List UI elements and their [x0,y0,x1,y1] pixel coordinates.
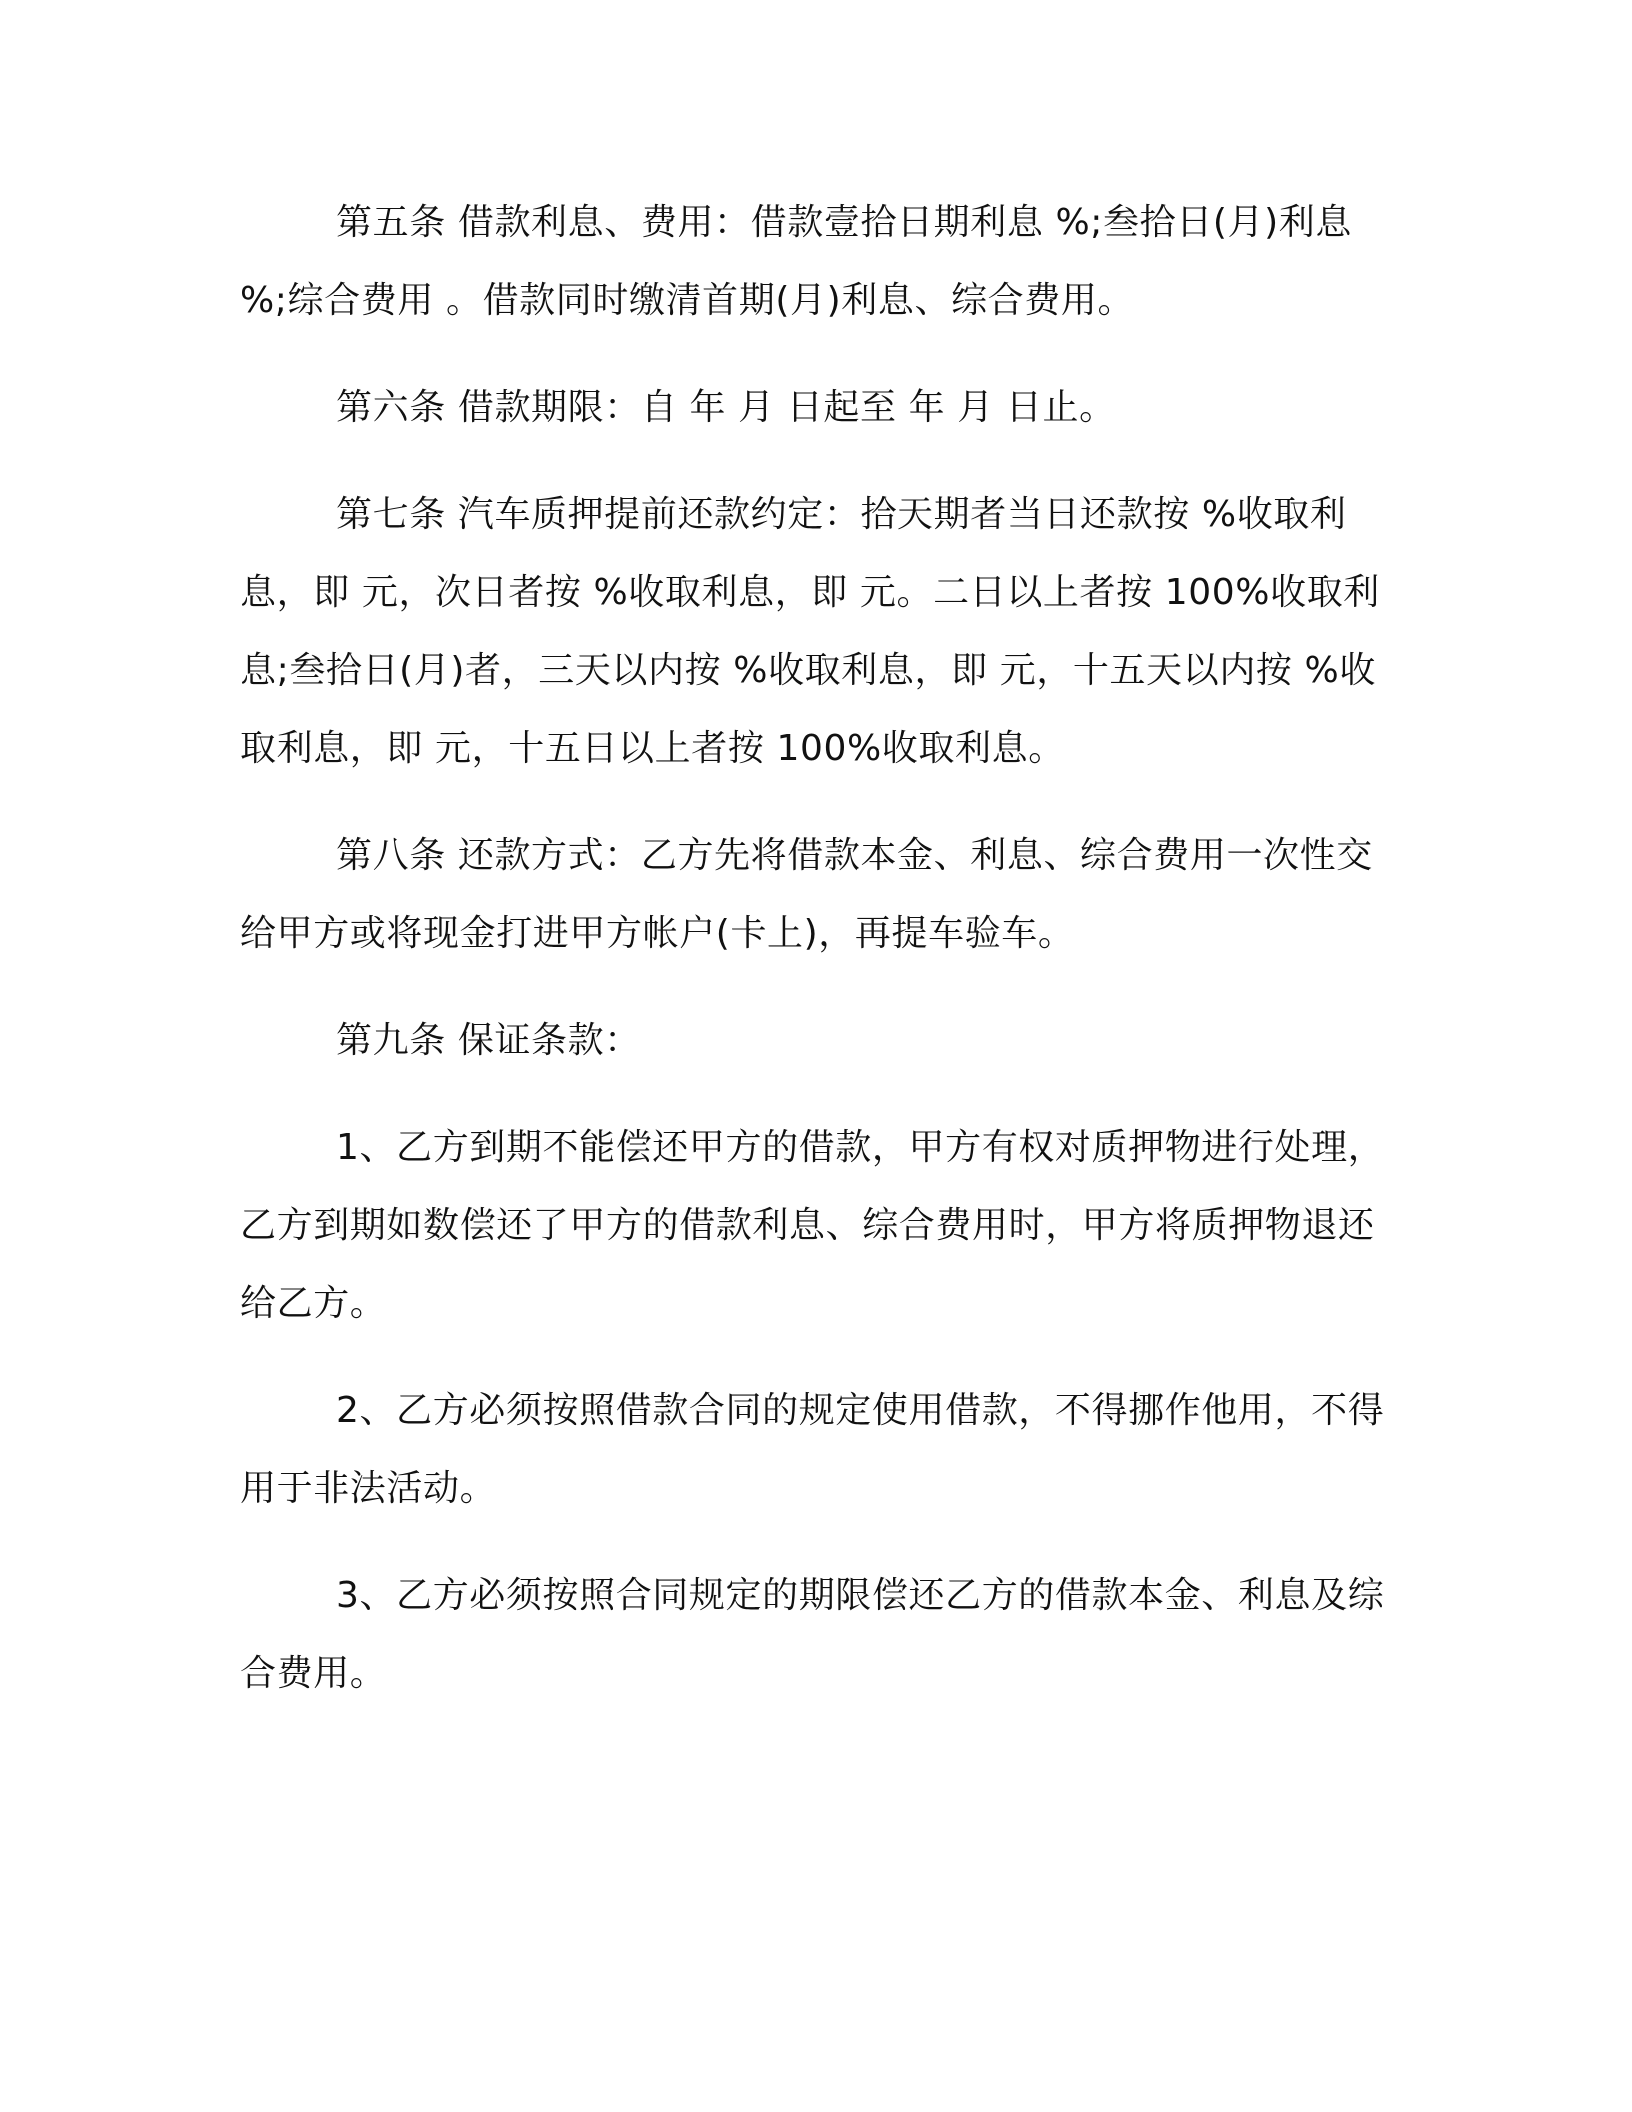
clause-8-repayment-method: 第八条 还款方式：乙方先将借款本金、利息、综合费用一次性交给甲方或将现金打进甲方帐户(卡上)，再提车验车。 [240,835,1373,954]
clause-9-guarantee-heading: 第九条 保证条款： [336,1020,641,1061]
guarantee-item-1: 1、乙方到期不能偿还甲方的借款，甲方有权对质押物进行处理，乙方到期如数偿还了甲方的借款利息、综合费用时，甲方将质押物退还给乙方。 [240,1127,1385,1324]
guarantee-item-2: 2、乙方必须按照借款合同的规定使用借款，不得挪作他用，不得用于非法活动。 [240,1390,1385,1509]
document-body [240,184,1390,1742]
guarantee-item-3: 3、乙方必须按照合同规定的期限偿还乙方的借款本金、利息及综合费用。 [240,1575,1385,1694]
clause-6-loan-term: 第六条 借款期限：自 年 月 日起至 年 月 日止。 [336,387,1116,428]
clause-5-interest-fees: 第五条 借款利息、费用：借款壹拾日期利息 %;叁拾日(月)利息 %;综合费用 。借款同时缴清首期(月)利息、综合费用。 [240,202,1352,321]
clause-7-early-repayment: 第七条 汽车质押提前还款约定：拾天期者当日还款按 %收取利息，即 元，次日者按 %收取利息，即 元。二日以上者按 100%收取利息;叁拾日(月)者，三天以内按 %收取利息，即 元，十五天以内按 %收取利息，即 元，十五日以上者按 100%收取利息。 [240,494,1380,769]
